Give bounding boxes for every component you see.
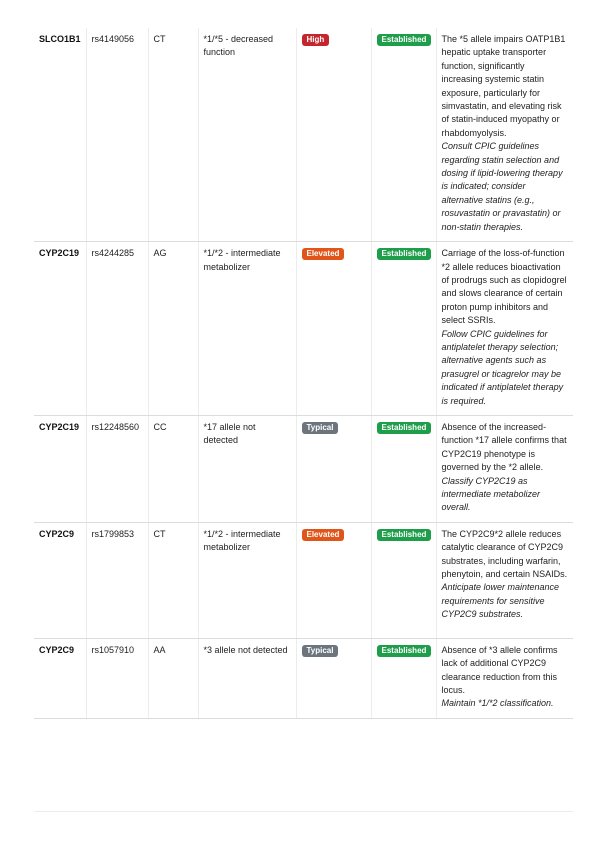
description-text: Absence of *3 allele confirms lack of additional CYP2C9 clearance reduction from this locus.	[441, 644, 558, 696]
description-text: Carriage of the loss-of-function *2 allele reduces bioactivation of prodrugs such as clopidogrel and slows clearance of certain proton pump inhibitors and select SSRIs.	[441, 248, 567, 326]
table-row	[34, 638, 573, 718]
genotype-cell: CT	[148, 522, 198, 638]
recommendation-text: Maintain *1/*2 classification.	[441, 698, 554, 709]
recommendation-text: Consult CPIC guidelines regarding statin selection and dosing if lipid-lowering therapy is indicated; consider alternative statins (e.g., rosuvastatin or pravastatin) or non-statin therapies.	[441, 141, 563, 232]
level-badge: High	[302, 34, 330, 46]
recommendation-text: Follow CPIC guidelines for antiplatelet therapy selection; alternative agents such as prasugrel or ticagrelor may be indicated if antiplatelet therapy is required.	[441, 328, 564, 406]
description-cell	[436, 415, 573, 522]
gene-cell: CYP2C19	[34, 242, 86, 416]
evidence-cell	[371, 242, 436, 416]
evidence-badge: Established	[377, 529, 432, 541]
gene-cell: SLCO1B1	[34, 28, 86, 242]
allele-cell: *1/*2 - intermediate metabolizer	[198, 522, 296, 638]
table-row	[34, 242, 573, 416]
level-cell	[296, 242, 371, 416]
genotype-cell: AG	[148, 242, 198, 416]
rsid-cell: rs4149056	[86, 28, 148, 242]
evidence-badge: Established	[377, 645, 432, 657]
table-row	[34, 522, 573, 638]
description-text: The *5 allele impairs OATP1B1 hepatic uptake transporter function, significantly increasing systemic statin exposure, particularly for simvastatin, and elevating risk of statin-induced myopathy or rhabdomyolysis.	[441, 34, 566, 138]
gene-cell: CYP2C9	[34, 522, 86, 638]
evidence-cell	[371, 28, 436, 242]
level-badge: Typical	[302, 422, 339, 434]
table-row	[34, 28, 573, 242]
description-cell	[436, 242, 573, 416]
evidence-cell	[371, 415, 436, 522]
genotype-cell: CC	[148, 415, 198, 522]
level-cell	[296, 28, 371, 242]
genotype-cell: AA	[148, 638, 198, 718]
description-cell	[436, 638, 573, 718]
evidence-badge: Established	[377, 34, 432, 46]
rsid-cell: rs12248560	[86, 415, 148, 522]
gene-cell: CYP2C19	[34, 415, 86, 522]
recommendation-text: Anticipate lower maintenance requirements for sensitive CYP2C9 substrates.	[441, 582, 560, 620]
genotype-cell: CT	[148, 28, 198, 242]
evidence-cell	[371, 638, 436, 718]
description-text: The CYP2C9*2 allele reduces catalytic clearance of CYP2C9 substrates, including warfarin, phenytoin, and certain NSAIDs.	[441, 528, 568, 580]
level-cell	[296, 638, 371, 718]
description-cell	[436, 522, 573, 638]
evidence-badge: Established	[377, 422, 432, 434]
rsid-cell: rs4244285	[86, 242, 148, 416]
allele-cell: *1/*2 - intermediate metabolizer	[198, 242, 296, 416]
description-text: Absence of the increased-function *17 allele confirms that CYP2C19 phenotype is governed by the *2 allele.	[441, 421, 567, 473]
level-badge: Typical	[302, 645, 339, 657]
footer-divider	[34, 811, 573, 812]
table-body	[34, 28, 573, 718]
evidence-cell	[371, 522, 436, 638]
rsid-cell: rs1057910	[86, 638, 148, 718]
pharmacogenomics-table	[34, 28, 573, 719]
rsid-cell: rs1799853	[86, 522, 148, 638]
description-cell	[436, 28, 573, 242]
level-badge: Elevated	[302, 248, 345, 260]
allele-cell: *1/*5 - decreased function	[198, 28, 296, 242]
allele-cell: *17 allele not detected	[198, 415, 296, 522]
level-badge: Elevated	[302, 529, 345, 541]
evidence-badge: Established	[377, 248, 432, 260]
level-cell	[296, 415, 371, 522]
table-row	[34, 415, 573, 522]
level-cell	[296, 522, 371, 638]
recommendation-text: Classify CYP2C19 as intermediate metabolizer overall.	[441, 475, 541, 513]
allele-cell: *3 allele not detected	[198, 638, 296, 718]
gene-cell: CYP2C9	[34, 638, 86, 718]
